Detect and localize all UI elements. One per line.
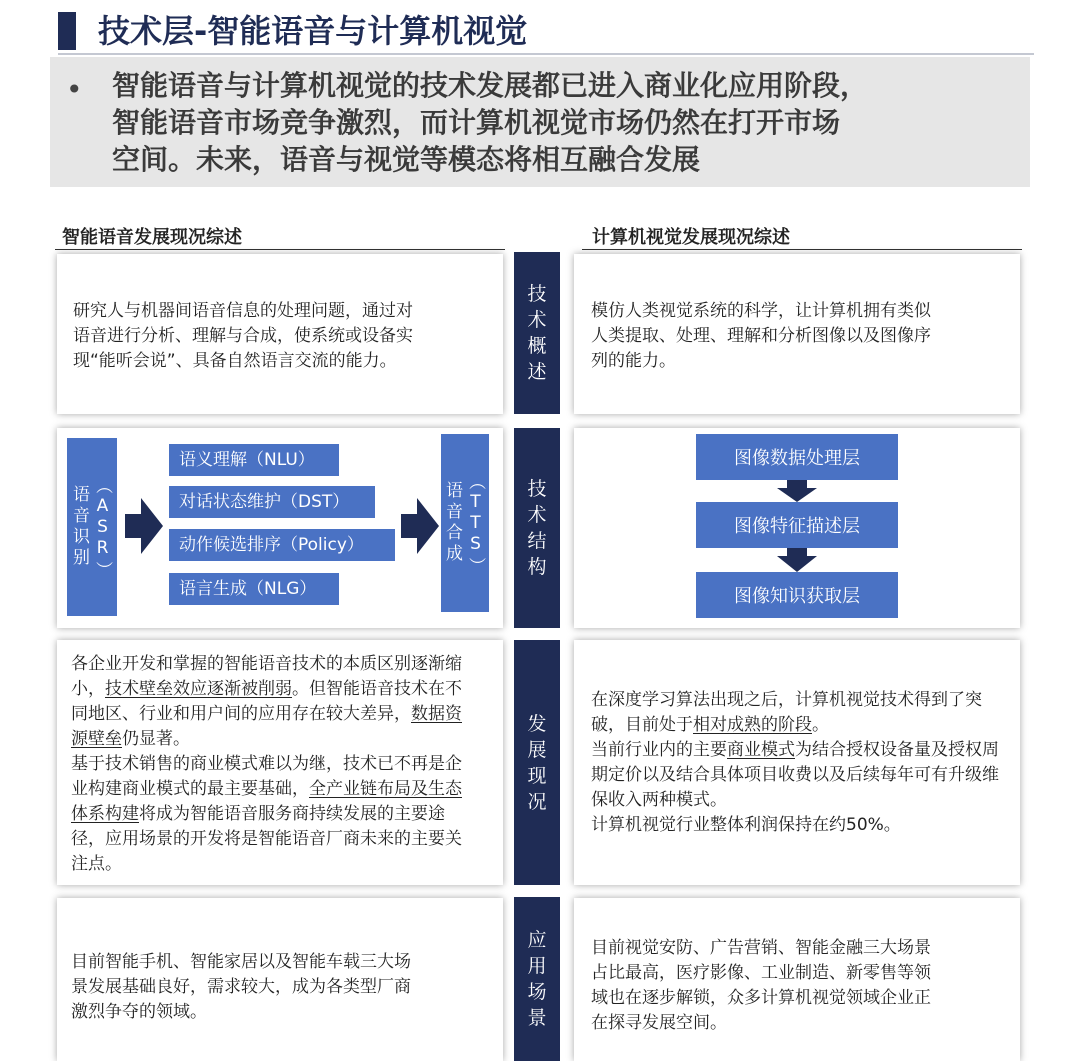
row-label-char: 应	[527, 929, 547, 951]
layer-box: 图像数据处理层	[696, 434, 898, 480]
text-line: 目前视觉安防、广告营销、智能金融三大场景	[591, 938, 931, 958]
text-span: 在深度学习算法出现之后，计算机视觉技术得到了突破，目前处于	[591, 690, 982, 735]
text-span: 。	[812, 715, 829, 735]
policy-box: 动作候选排序（Policy）	[169, 529, 395, 561]
row-label-char: 发	[527, 712, 547, 735]
status-paragraph	[591, 688, 999, 738]
summary-line: 智能语音与计算机视觉的技术发展都已进入商业化应用阶段，	[112, 69, 869, 102]
summary-line: 智能语音市场竞争激烈，而计算机视觉市场仍然在打开市场	[112, 106, 841, 139]
text-line: 占比最高，医疗影像、工业制造、新零售等领	[591, 963, 931, 983]
row-label-structure	[514, 428, 560, 628]
text-line: 景发展基础良好，需求较大，成为各类型厂商	[71, 977, 411, 997]
text-span: 仍显著。	[122, 729, 190, 749]
row-label-char: 构	[527, 556, 547, 578]
tts-letter: T	[470, 512, 481, 533]
arrow-down-icon	[777, 480, 817, 502]
vision-status-card	[574, 640, 1020, 885]
vision-overview-card	[574, 254, 1020, 414]
row-label-char: 场	[527, 981, 547, 1003]
vision-structure-card	[574, 428, 1020, 628]
summary-text	[112, 67, 1012, 178]
tts-char: 成	[446, 544, 463, 564]
text-line: 现“能听会说”、具备自然语言交流的能力。	[73, 351, 397, 371]
text-span: 为结合授权设备量及授权周期定价以及结合具体项目收费以及后续每年可有升级维保收入两种模式。	[591, 740, 999, 810]
left-heading: 智能语音发展现况综述	[62, 227, 242, 248]
nlu-box: 语义理解（NLU）	[169, 444, 339, 476]
text-line: 目前智能手机、智能家居以及智能车载三大场	[71, 952, 411, 972]
asr-paren: ）	[93, 560, 113, 578]
row-label-char: 术	[527, 504, 547, 526]
asr-letter: S	[97, 516, 108, 537]
status-paragraph	[591, 738, 999, 813]
speech-application-card	[57, 898, 503, 1061]
tts-char: 语	[446, 481, 463, 501]
text-span: 。但智能语音技术在不同地区、行业和用户间的应用存在较大差异，	[71, 679, 462, 724]
text-line: 激烈争夺的领域。	[71, 1002, 207, 1022]
layer-box: 图像特征描述层	[696, 502, 898, 548]
page-title: 技术层-智能语音与计算机视觉	[98, 12, 528, 50]
asr-char: 别	[73, 548, 90, 568]
highlight-text: 技术壁垒效应逐渐被削弱	[105, 679, 292, 699]
tts-letter: T	[470, 491, 481, 512]
arrow-down-icon	[777, 548, 817, 572]
right-heading: 计算机视觉发展现况综述	[592, 227, 790, 248]
asr-char: 识	[73, 527, 90, 547]
text-line: 在探寻发展空间。	[591, 1013, 727, 1033]
nlg-box: 语言生成（NLG）	[169, 573, 339, 605]
row-label-overview	[514, 252, 560, 414]
tts-paren: ）	[466, 556, 486, 574]
text-line: 模仿人类视觉系统的科学，让计算机拥有类似	[591, 301, 931, 321]
text-line: 研究人与机器间语音信息的处理问题，通过对	[73, 301, 413, 321]
text-line: 列的能力。	[591, 351, 676, 371]
row-label-status	[514, 640, 560, 885]
row-label-char: 现	[527, 764, 547, 787]
row-label-char: 用	[527, 955, 547, 977]
speech-status-card	[57, 640, 503, 885]
highlight-text: 相对成熟的阶段	[693, 715, 812, 735]
text-span: 当前行业内的主要	[591, 740, 727, 760]
text-line: 域也在逐步解锁，众多计算机视觉领域企业正	[591, 988, 931, 1008]
summary-line: 空间。未来，语音与视觉等模态将相互融合发展	[112, 143, 701, 176]
status-paragraph	[71, 752, 477, 877]
text-line: 语音进行分析、理解与合成，使系统或设备实	[73, 326, 413, 346]
tts-paren: （	[466, 472, 486, 490]
row-label-char: 述	[527, 361, 547, 383]
asr-letter: R	[96, 537, 109, 558]
tts-letter: S	[470, 533, 481, 554]
row-label-char: 景	[527, 1007, 547, 1029]
arrow-right-icon	[401, 498, 439, 554]
speech-overview-card	[57, 254, 503, 414]
asr-char: 语	[73, 485, 90, 505]
status-paragraph: 计算机视觉行业整体利润保持在约50%。	[591, 815, 901, 835]
title-divider	[58, 53, 1034, 55]
title-accent-bar	[58, 12, 76, 50]
highlight-text: 数据资源壁垒	[71, 704, 462, 749]
asr-paren: （	[93, 476, 113, 494]
layer-box: 图像知识获取层	[696, 572, 898, 618]
row-label-char: 技	[527, 478, 547, 500]
highlight-text: 全产业链布局及生态体系构建	[71, 779, 462, 824]
row-label-char: 技	[527, 283, 547, 305]
vision-application-card	[574, 898, 1020, 1061]
tts-box	[441, 434, 489, 612]
text-line: 人类提取、处理、理解和分析图像以及图像序	[591, 326, 931, 346]
tts-char: 合	[446, 523, 463, 543]
asr-letter: A	[96, 495, 109, 516]
asr-box	[67, 438, 117, 616]
text-span: 基于技术销售的商业模式难以为继，技术已不再是企业构建商业模式的最主要基础，	[71, 754, 462, 799]
right-heading-rule	[582, 249, 1022, 250]
left-heading-rule	[55, 249, 505, 250]
tts-char: 音	[446, 502, 463, 522]
row-label-char: 术	[527, 309, 547, 331]
arrow-right-icon	[125, 498, 163, 554]
row-label-char: 结	[527, 530, 547, 552]
text-span: 各企业开发和掌握的智能语音技术的本质区别逐渐缩小，	[71, 654, 462, 699]
row-label-char: 展	[527, 738, 547, 761]
asr-char: 音	[73, 506, 90, 526]
row-label-char: 概	[527, 335, 547, 357]
highlight-text: 商业模式	[727, 740, 795, 760]
speech-structure-card	[57, 428, 503, 628]
status-paragraph	[71, 652, 477, 752]
row-label-char: 况	[527, 790, 547, 813]
summary-bullet: •	[66, 73, 83, 106]
text-span: 将成为智能语音服务商持续发展的主要途径，应用场景的开发将是智能语音厂商未来的主要关注点。	[71, 804, 462, 874]
row-label-application	[514, 897, 560, 1061]
dst-box: 对话状态维护（DST）	[169, 486, 375, 518]
